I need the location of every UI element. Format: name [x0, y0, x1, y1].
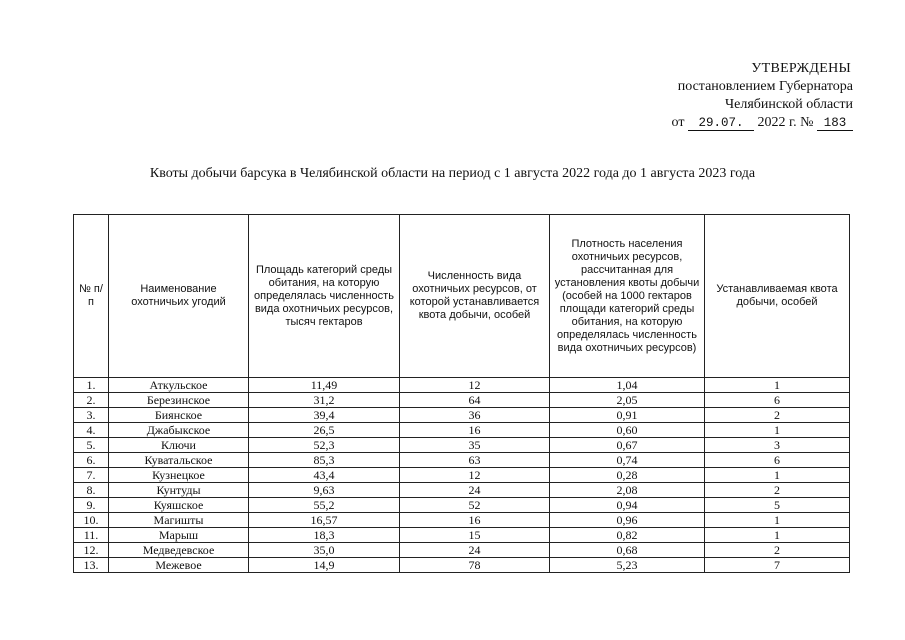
cell-num: 11.: [74, 528, 109, 543]
cell-name: Магишты: [109, 513, 249, 528]
cell-area: 85,3: [249, 453, 400, 468]
cell-density: 0,28: [550, 468, 705, 483]
table-row: [74, 483, 850, 498]
date-prefix: от: [671, 115, 685, 130]
cell-population: 36: [400, 408, 550, 423]
cell-name: Джабыкское: [109, 423, 249, 438]
cell-num: 8.: [74, 483, 109, 498]
cell-population: 12: [400, 468, 550, 483]
approval-line-region: Челябинской области: [725, 97, 853, 112]
cell-population: 78: [400, 558, 550, 573]
cell-area: 11,49: [249, 378, 400, 393]
cell-num: 10.: [74, 513, 109, 528]
cell-density: 0,68: [550, 543, 705, 558]
cell-quota: 3: [705, 438, 850, 453]
approval-heading: УТВЕРЖДЕНЫ: [751, 61, 851, 76]
cell-num: 4.: [74, 423, 109, 438]
cell-density: 0,96: [550, 513, 705, 528]
table-row: [74, 423, 850, 438]
header-area: Площадь категорий среды обитания, на которую определялась численность вида охотничьих ресурсов, тысяч гектаров: [249, 215, 400, 378]
cell-name: Марыш: [109, 528, 249, 543]
header-quota: Устанавливаемая квота добычи, особей: [705, 215, 850, 378]
cell-name: Куватальское: [109, 453, 249, 468]
cell-area: 52,3: [249, 438, 400, 453]
cell-area: 55,2: [249, 498, 400, 513]
cell-quota: 7: [705, 558, 850, 573]
cell-quota: 1: [705, 468, 850, 483]
table-row: [74, 453, 850, 468]
cell-quota: 1: [705, 423, 850, 438]
cell-quota: 6: [705, 393, 850, 408]
cell-density: 0,67: [550, 438, 705, 453]
cell-num: 12.: [74, 543, 109, 558]
cell-name: Биянское: [109, 408, 249, 423]
cell-num: 5.: [74, 438, 109, 453]
cell-density: 0,82: [550, 528, 705, 543]
cell-population: 12: [400, 378, 550, 393]
cell-population: 15: [400, 528, 550, 543]
cell-area: 39,4: [249, 408, 400, 423]
cell-area: 43,4: [249, 468, 400, 483]
cell-population: 16: [400, 513, 550, 528]
cell-area: 26,5: [249, 423, 400, 438]
cell-population: 35: [400, 438, 550, 453]
cell-name: Березинское: [109, 393, 249, 408]
cell-density: 0,94: [550, 498, 705, 513]
decree-date-line: [593, 114, 853, 132]
cell-population: 24: [400, 483, 550, 498]
cell-population: 52: [400, 498, 550, 513]
cell-population: 16: [400, 423, 550, 438]
decree-date: 29.07.: [688, 116, 754, 131]
cell-quota: 1: [705, 528, 850, 543]
cell-density: 0,91: [550, 408, 705, 423]
cell-name: Кунтуды: [109, 483, 249, 498]
cell-num: 1.: [74, 378, 109, 393]
cell-density: 5,23: [550, 558, 705, 573]
approval-line-decree: постановлением Губернатора: [677, 79, 853, 94]
cell-quota: 2: [705, 483, 850, 498]
cell-density: 2,08: [550, 483, 705, 498]
cell-name: Кузнецкое: [109, 468, 249, 483]
table-row: [74, 543, 850, 558]
cell-density: 2,05: [550, 393, 705, 408]
table-row: [74, 378, 850, 393]
cell-area: 31,2: [249, 393, 400, 408]
cell-quota: 2: [705, 408, 850, 423]
table-row: [74, 468, 850, 483]
table-row: [74, 393, 850, 408]
header-density: Плотность населения охотничьих ресурсов, рассчитанная для установления квоты добычи (особей на 1000 гектаров площади категорий среды обитания, на которую определялась численность вида охотничьих ресурсов): [550, 215, 705, 378]
cell-quota: 1: [705, 378, 850, 393]
cell-quota: 2: [705, 543, 850, 558]
table-row: [74, 498, 850, 513]
cell-density: 1,04: [550, 378, 705, 393]
cell-area: 35,0: [249, 543, 400, 558]
header-num: № п/п: [74, 215, 109, 378]
document-title: Квоты добычи барсука в Челябинской области на период с 1 августа 2022 года до 1 августа 2023 года: [149, 166, 756, 181]
cell-quota: 1: [705, 513, 850, 528]
cell-population: 64: [400, 393, 550, 408]
table-header-row: [74, 215, 850, 378]
cell-area: 16,57: [249, 513, 400, 528]
cell-num: 7.: [74, 468, 109, 483]
cell-name: Медведевское: [109, 543, 249, 558]
decree-number: 183: [817, 116, 853, 131]
cell-area: 14,9: [249, 558, 400, 573]
cell-name: Межевое: [109, 558, 249, 573]
cell-num: 6.: [74, 453, 109, 468]
cell-area: 9,63: [249, 483, 400, 498]
cell-num: 9.: [74, 498, 109, 513]
quota-table: [73, 214, 850, 573]
cell-density: 0,60: [550, 423, 705, 438]
cell-num: 13.: [74, 558, 109, 573]
cell-quota: 5: [705, 498, 850, 513]
decree-year: 2022 г. №: [757, 115, 814, 130]
table-row: [74, 438, 850, 453]
cell-name: Ключи: [109, 438, 249, 453]
cell-quota: 6: [705, 453, 850, 468]
cell-num: 2.: [74, 393, 109, 408]
header-name: Наименование охотничьих угодий: [109, 215, 249, 378]
header-population: Численность вида охотничьих ресурсов, от которой устанавливается квота добычи, особей: [400, 215, 550, 378]
cell-num: 3.: [74, 408, 109, 423]
approval-block: [593, 60, 853, 132]
table-row: [74, 408, 850, 423]
cell-population: 63: [400, 453, 550, 468]
cell-name: Куяшское: [109, 498, 249, 513]
cell-area: 18,3: [249, 528, 400, 543]
cell-name: Аткульское: [109, 378, 249, 393]
table-row: [74, 528, 850, 543]
cell-density: 0,74: [550, 453, 705, 468]
table-row: [74, 513, 850, 528]
table-row: [74, 558, 850, 573]
cell-population: 24: [400, 543, 550, 558]
